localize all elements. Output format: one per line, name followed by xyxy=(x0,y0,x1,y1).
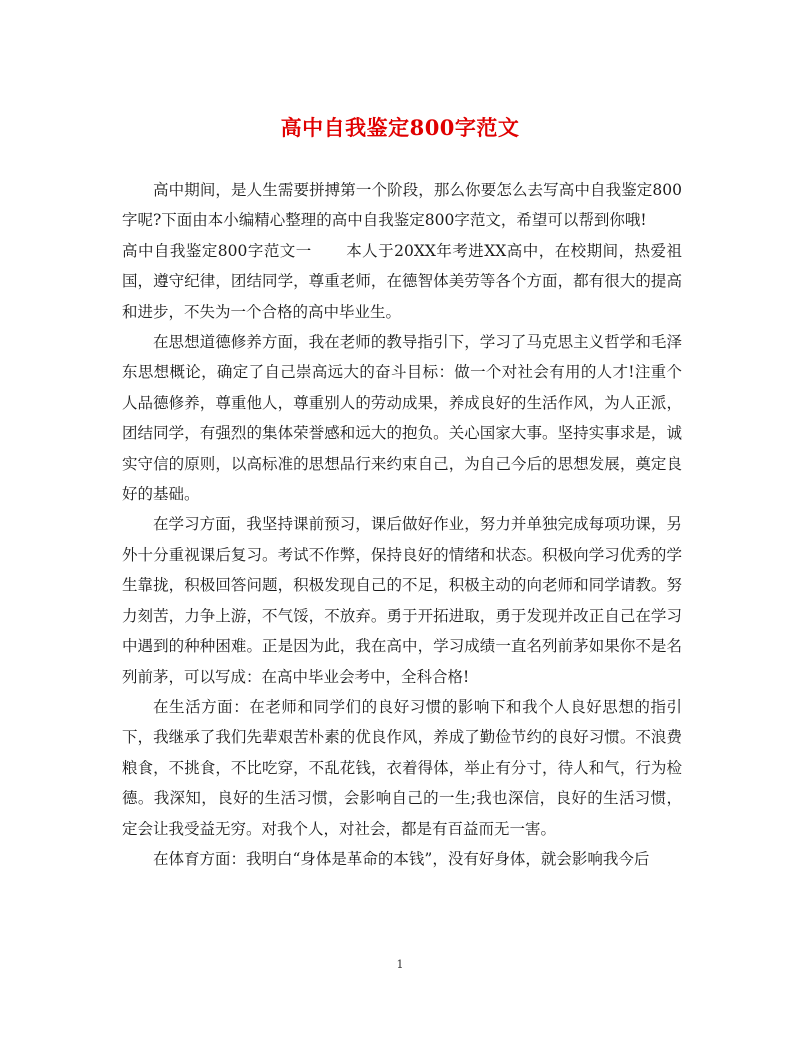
document-title: 高中自我鉴定800字范文 xyxy=(280,115,520,140)
page-number: 1 xyxy=(396,958,404,971)
essay-one-paragraph xyxy=(122,236,682,327)
essay-one-opening: 本人于20XX年考进XX高中，在校期间，热爱祖国，遵守纪律，团结同学，尊重老师，在德智体美劳等各个方面，都有很大的提高和进步，不失为一个合格的高中毕业生。 xyxy=(122,241,682,321)
intro-paragraph: 高中期间，是人生需要拼搏第一个阶段，那么你要怎么去写高中自我鉴定800字呢?下面由本小编精心整理的高中自我鉴定800字范文，希望可以帮到你哦! xyxy=(122,181,682,230)
moral-paragraph: 在思想道德修养方面，我在老师的教导指引下，学习了马克思主义哲学和毛泽东思想概论，确定了自己崇高远大的奋斗目标：做一个对社会有用的人才!注重个人品德修养，尊重他人，尊重别人的劳动成果，养成良好的生活作风，为人正派，团结同学，有强烈的集体荣誉感和远大的抱负。关心国家大事。坚持实事求是，诚实守信的原则，以高标准的思想品行来约束自己，为自己今后的思想发展，奠定良好的基础。 xyxy=(122,333,682,504)
document-body xyxy=(122,175,682,874)
sports-paragraph: 在体育方面：我明白“身体是革命的本钱”，没有好身体，就会影响我今后 xyxy=(153,849,650,868)
essay-one-heading: 高中自我鉴定800字范文一 xyxy=(122,241,312,260)
life-paragraph: 在生活方面：在老师和同学们的良好习惯的影响下和我个人良好思想的指引下，我继承了我们先辈艰苦朴素的优良作风，养成了勤俭节约的良好习惯。不浪费粮食，不挑食，不比吃穿，不乱花钱，衣着得体，举止有分寸，待人和气，行为检德。我深知，良好的生活习惯，会影响自己的一生;我也深信，良好的生活习惯，定会让我受益无穷。对我个人，对社会，都是有百益而无一害。 xyxy=(122,697,682,838)
study-paragraph: 在学习方面，我坚持课前预习，课后做好作业，努力并单独完成每项功课，另外十分重视课后复习。考试不作弊，保持良好的情绪和状态。积极向学习优秀的学生靠拢，积极回答问题，积极发现自己的不足，积极主动的向老师和同学请教。努力刻苦，力争上游，不气馁，不放弃。勇于开拓进取，勇于发现并改正自己在学习中遇到的种种困难。正是因为此，我在高中，学习成绩一直名列前茅如果你不是名列前茅，可以写成：在高中毕业会考中，全科合格! xyxy=(122,515,682,686)
